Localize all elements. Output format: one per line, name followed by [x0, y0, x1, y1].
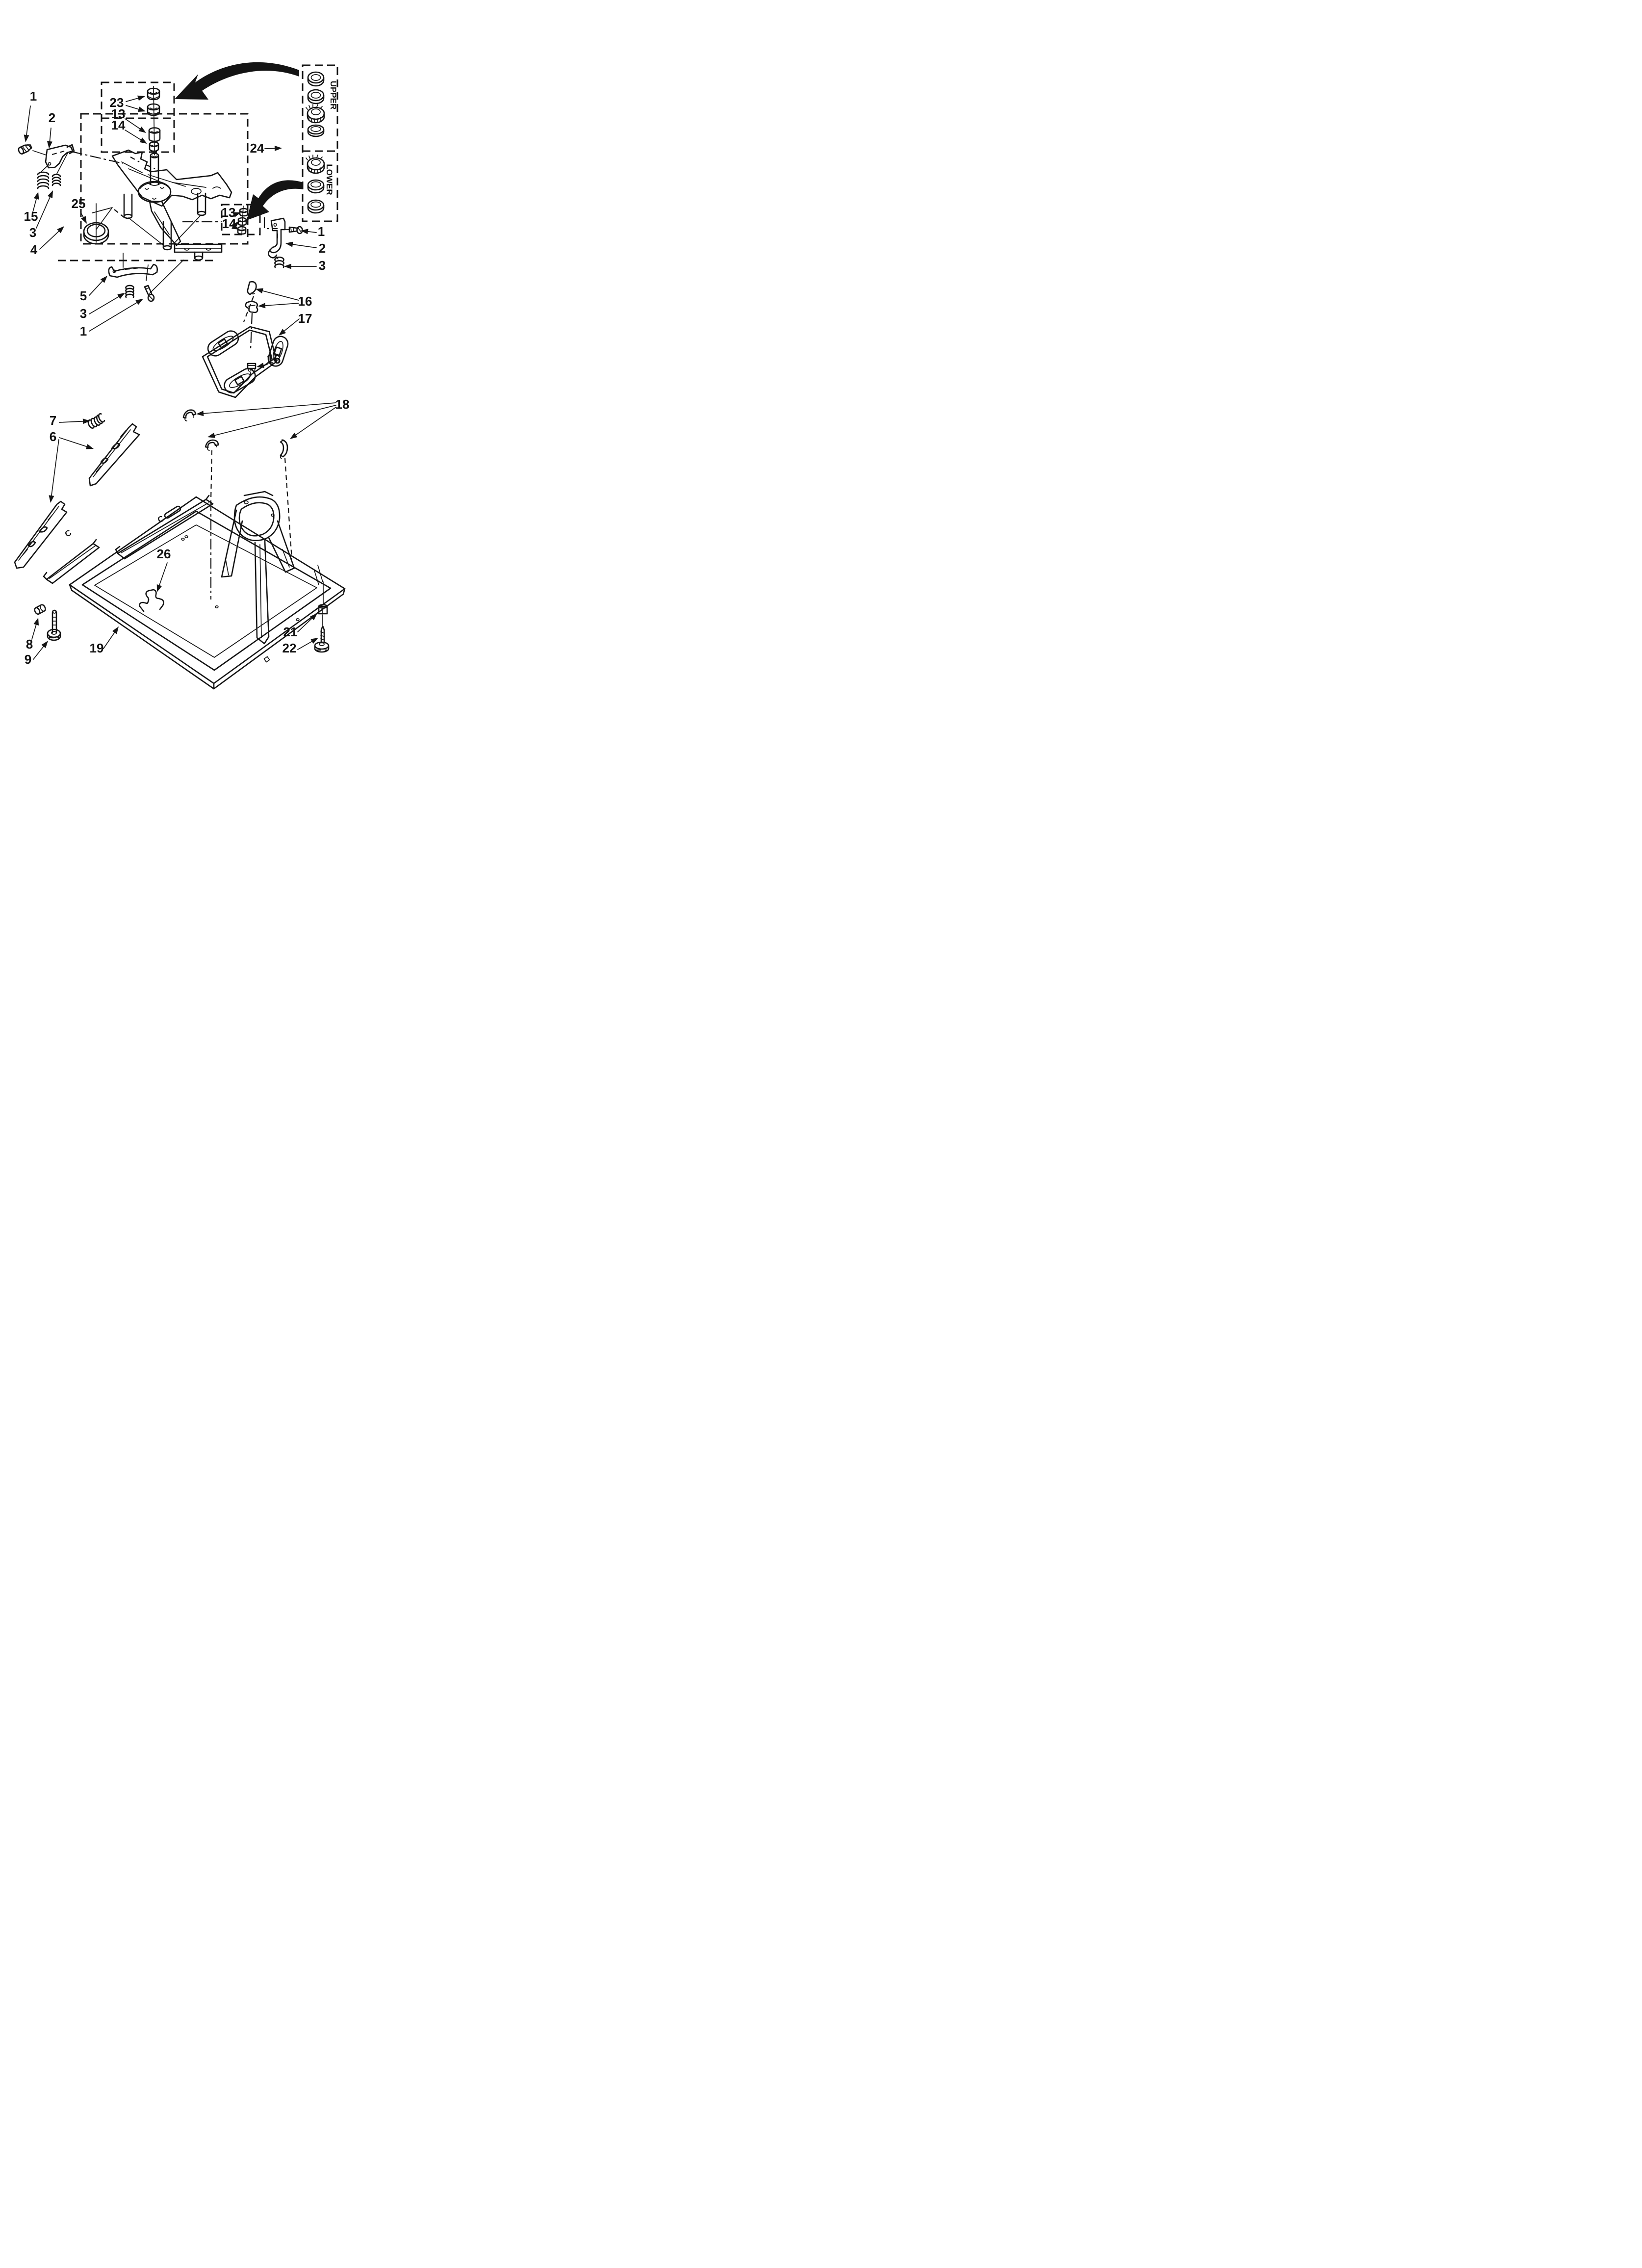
part-number-label: 24 [250, 141, 264, 156]
part-number-label: 14 [222, 216, 236, 231]
caption-text: C [155, 514, 166, 525]
part-number-label: 2 [318, 241, 326, 256]
part-number-label: 4 [30, 242, 38, 257]
caption-text: C [63, 528, 74, 539]
part-number-label: 2 [48, 110, 56, 125]
part-number-label: 15 [24, 209, 38, 224]
part-number-label: 16 [298, 294, 312, 309]
part-number-label: 8 [26, 637, 33, 652]
caption-text: UPPER [329, 80, 338, 110]
part-number-label: 26 [156, 547, 171, 561]
part-number-label: 1 [317, 224, 325, 239]
parts-diagram-canvas [0, 0, 547, 756]
part-number-label: 13 [221, 205, 236, 220]
part-number-label: 3 [29, 225, 37, 240]
part-number-label: 16 [266, 352, 281, 366]
part-number-label: 17 [298, 311, 312, 326]
caption-text: LOWER [325, 164, 334, 195]
part-number-label: 25 [71, 196, 86, 211]
part-number-label: 5 [79, 288, 87, 303]
part-number-label: 1 [29, 89, 37, 104]
part-number-label: 1 [79, 324, 87, 339]
part-number-label: 7 [49, 413, 57, 428]
part-number-label: 6 [49, 429, 57, 444]
part-number-label: 13 [111, 106, 126, 121]
manual-page [0, 0, 547, 756]
leader-arrow [265, 148, 275, 149]
part-number-label: 21 [283, 625, 298, 639]
part-number-label: 14 [111, 118, 126, 132]
part-number-label: 18 [335, 397, 350, 412]
part-number-label: 19 [89, 641, 104, 655]
part-number-label: 3 [318, 258, 326, 273]
part-number-label: 3 [79, 306, 87, 321]
part-number-label: 22 [282, 641, 297, 655]
part-number-label: 9 [24, 652, 32, 667]
part-number-label: 23 [109, 95, 124, 110]
